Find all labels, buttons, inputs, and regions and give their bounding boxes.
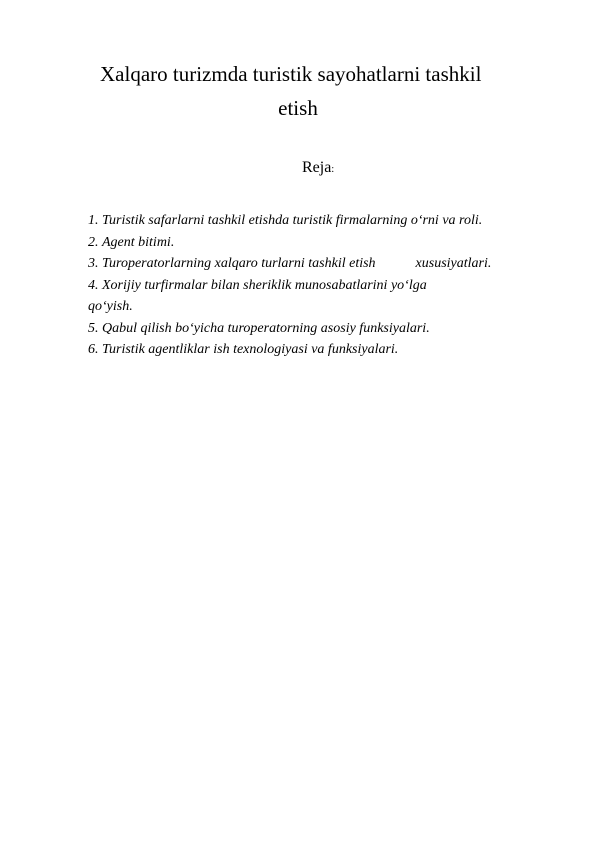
plan-item-number: 2. [88, 234, 99, 250]
plan-list [88, 210, 558, 361]
plan-heading [302, 158, 334, 180]
plan-item-5 [88, 318, 558, 340]
plan-item-gap [376, 253, 416, 275]
plan-item-6 [88, 339, 558, 361]
plan-item-4-continuation: qo‘yish. [88, 299, 133, 314]
document-title-line-2 [0, 96, 596, 120]
plan-item-number: 1. [88, 213, 99, 228]
document-title-line-1: Xalqaro turizmda turistik sayohatlarni tashkil [100, 62, 482, 86]
plan-item-number: 3. [88, 256, 99, 271]
plan-item-text: Agent bitimi. [102, 234, 175, 250]
plan-item-4 [88, 275, 558, 297]
plan-item-number: 6. [88, 342, 99, 357]
plan-item-text: Turistik safarlarni tashkil etishda turistik firmalarning o‘rni va roli. [102, 213, 483, 228]
plan-item-number: 5. [88, 320, 99, 336]
plan-heading-colon: : [331, 164, 335, 175]
plan-item-text: Turistik agentliklar ish texnologiyasi va funksiyalari. [102, 342, 399, 357]
plan-item-3 [88, 253, 558, 275]
plan-item-2 [88, 232, 558, 254]
plan-item-text: Turoperatorlarning xalqaro turlarni tashkil etish [102, 256, 376, 271]
plan-item-text: Xorijiy turfirmalar bilan sheriklik munosabatlarini yo‘lga [102, 277, 427, 293]
document-title-line-2-text: etish [278, 96, 318, 120]
plan-item-text: Qabul qilish bo‘yicha turoperatorning asosiy funksiyalari. [102, 320, 430, 336]
plan-item-1 [88, 210, 558, 232]
plan-heading-text: Reja [302, 159, 332, 176]
plan-item-text-tail: xususiyatlari. [415, 256, 492, 271]
plan-item-number: 4. [88, 277, 99, 293]
